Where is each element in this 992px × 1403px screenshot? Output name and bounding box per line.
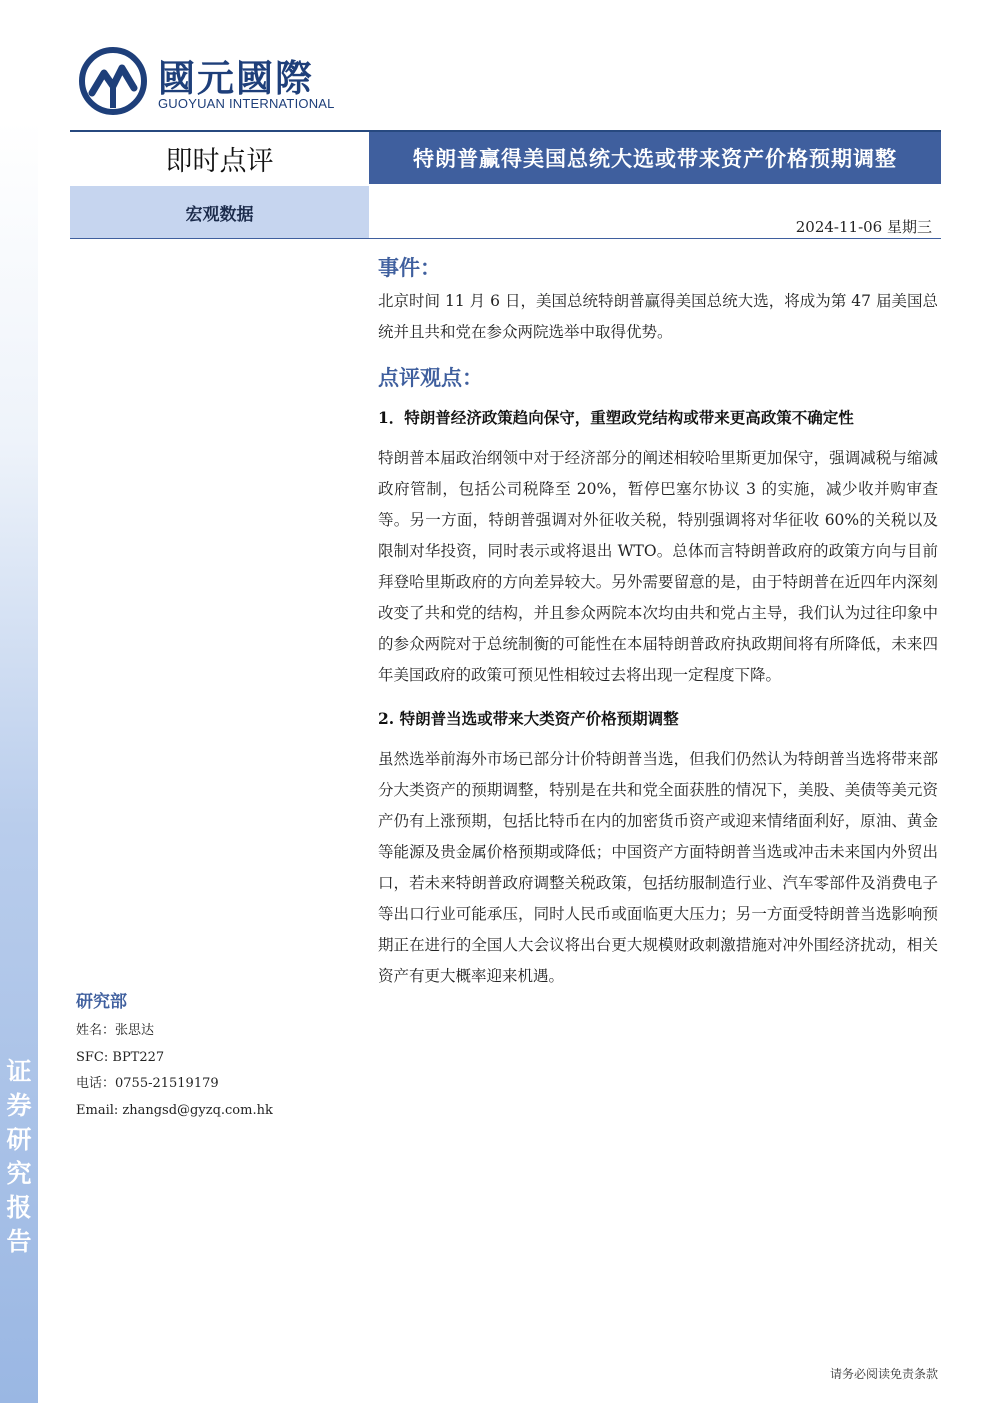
analyst-phone: 电话：0755-21519179 [76,1076,219,1091]
vertical-char: 研 [6,1125,32,1154]
vertical-char: 告 [6,1227,32,1256]
analyst-sfc: SFC: BPT227 [76,1049,165,1065]
analyst-name: 姓名：张思达 [76,1023,155,1038]
report-category: 宏观数据 [70,186,369,238]
vertical-char: 究 [6,1159,32,1188]
vertical-char: 券 [6,1091,32,1120]
main-content [378,250,938,992]
logo-english-name: GUOYUAN INTERNATIONAL [158,96,335,111]
point-1-body: 特朗普本届政治纲领中对于经济部分的阐述相较哈里斯更加保守，强调减税与缩减政府管制，包括公司税降至 20%，暂停巴塞尔协议 3 的实施，减少收并购审查等。另一方面，特朗普强调对外征收关税，特别强调将对华征收 60%的关税以及限制对华投资，同时表示或将退出 WTO。总体而言特朗普政府的政策方向与目前拜登哈里斯政府的方向差异较大。另外需要留意的是，由于特朗普在近四年内深刻改变了共和党的结构，并且参众两院本次均由共和党占主导，我们认为过往印象中的参众两院对于总统制衡的可能性在本届特朗普政府执政期间将有所降低，未来四年美国政府的政策可预见性相较过去将出现一定程度下降。 [378,449,938,684]
report-date: 2024-11-06 星期三 [795,218,932,236]
logo-chinese-name: 國元國際 [158,57,314,100]
company-logo [78,46,338,116]
report-title: 特朗普赢得美国总统大选或带来资产价格预期调整 [369,132,941,184]
comment-heading: 点评观点： [378,365,483,390]
footer-disclaimer[interactable]: 请务必阅读免责条款 [829,1367,938,1381]
event-heading: 事件： [378,255,441,280]
event-body: 北京时间 11 月 6 日，美国总统特朗普赢得美国总统大选，将成为第 47 届美国总统并且共和党在参众两院选举中取得优势。 [378,292,938,341]
vertical-char: 报 [6,1193,32,1222]
point-2-title: 2. 特朗普当选或带来大类资产价格预期调整 [378,709,679,728]
report-type: 即时点评 [165,145,274,177]
analyst-contact [76,986,356,1124]
vertical-char: 证 [6,1057,32,1086]
subheader-divider [70,238,941,239]
vertical-report-label [0,1055,38,1259]
point-2-body: 虽然选举前海外市场已部分计价特朗普当选，但我们仍然认为特朗普当选将带来部分大类资产的预期调整，特别是在共和党全面获胜的情况下，美股、美债等美元资产仍有上涨预期，包括比特币在内的加密货币资产或迎来情绪面利好，原油、黄金等能源及贵金属价格预期或降低；中国资产方面特朗普当选或冲击未来国内外贸出口，若未来特朗普政府调整关税政策，包括纺服制造行业、汽车零部件及消费电子等出口行业可能承压，同时人民币或面临更大压力；另一方面受特朗普当选影响预期正在进行的全国人大会议将出台更大规模财政刺激措施对冲外围经济扰动，相关资产有更大概率迎来机遇。 [378,750,938,985]
department-label: 研究部 [76,992,127,1012]
point-1-title: 1．特朗普经济政策趋向保守，重塑政党结构或带来更高政策不确定性 [378,408,854,427]
logo-mark-icon [78,46,148,116]
analyst-email[interactable]: Email: zhangsd@gyzq.com.hk [76,1102,273,1118]
